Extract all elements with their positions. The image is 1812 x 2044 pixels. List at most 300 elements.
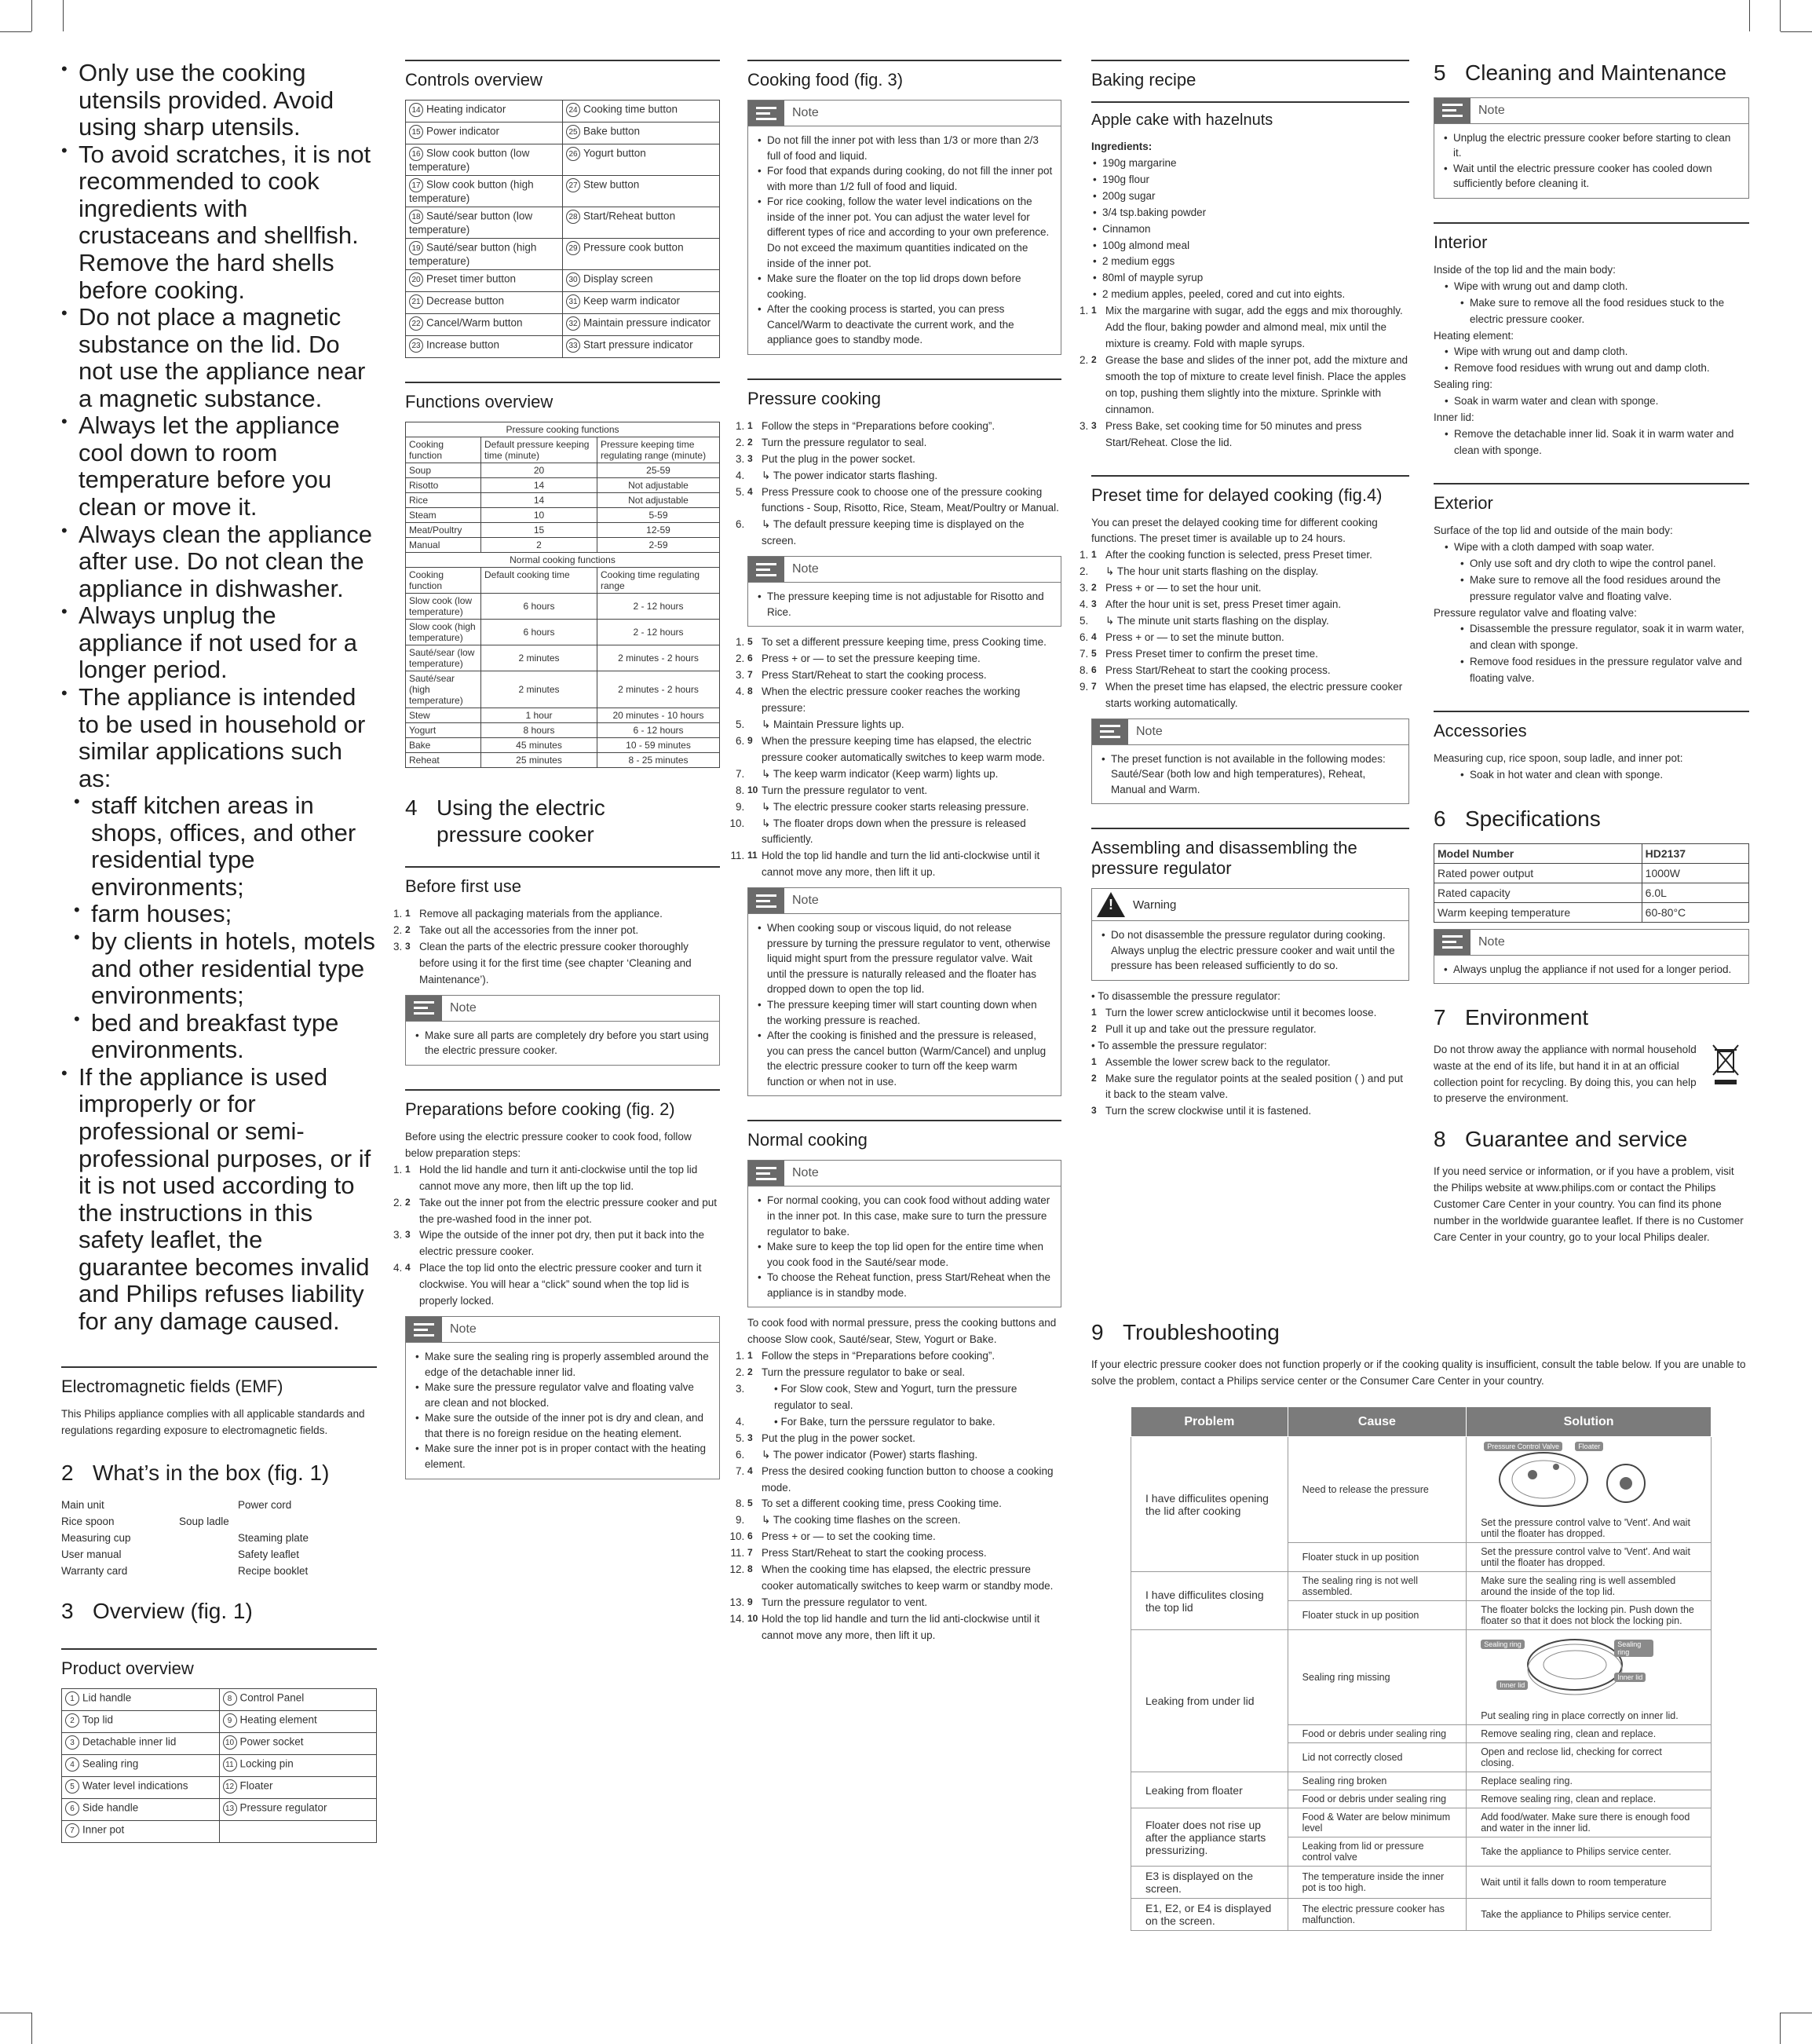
- table-cell: 20: [481, 463, 597, 478]
- safety-bullet-list: [61, 60, 377, 1335]
- cause-cell: Sealing ring broken: [1288, 1772, 1467, 1790]
- column-2: [405, 60, 720, 1487]
- solution-cell: [1467, 1867, 1712, 1899]
- crop-mark: [63, 0, 64, 31]
- table-row: [406, 122, 720, 144]
- note-box: [405, 1316, 720, 1479]
- safety-bullet: • Always let the appliance cool down to room temperature before you clean or move it.: [61, 412, 377, 521]
- step-item: 3. 3 Wipe the outside of the inner pot dry, then put it back into the electric pressure cooker.: [405, 1227, 720, 1260]
- normal-steps: [747, 1348, 1061, 1644]
- list-line: • Only use soft and dry cloth to wipe the control panel.: [1434, 556, 1749, 572]
- step-item: 2. ↳ The hour unit starts flashing on the display.: [1091, 564, 1409, 580]
- note-box: [1434, 97, 1749, 199]
- step-item: 4. 4 Place the top lid onto the electric pressure cooker and turn it clockwise. You will hear a “click” sound when the top lid is properly locked.: [405, 1260, 720, 1310]
- table-cell: 2 minutes - 2 hours: [597, 671, 720, 708]
- list-line: Pressure regulator valve and floating valve:: [1434, 606, 1637, 619]
- sealing-ring-illustration: [1481, 1633, 1653, 1706]
- safety-bullet: • If the appliance is used improperly or for professional or semi-professional purposes, or if it is not used according to the instructions in this safety leaflet, the guarantee becomes invalid and Philips refuses liability for any damage caused.: [61, 1064, 377, 1336]
- cause-cell: Floater stuck in up position: [1288, 1601, 1467, 1630]
- step-number: 2: [1091, 1072, 1097, 1084]
- bullet-item: • 2 medium apples, peeled, cored and cut into eights.: [1091, 287, 1409, 303]
- bullet-item: • 80ml of mayple syrup: [1091, 270, 1409, 287]
- note-box: [747, 100, 1061, 355]
- step-number: 9. 7: [1091, 680, 1097, 692]
- crop-mark: [1780, 0, 1781, 31]
- cell-label: Pressure cook button: [583, 241, 684, 254]
- table-cell: [219, 1799, 377, 1821]
- bullet-item: • 190g flour: [1091, 172, 1409, 188]
- cell-label: Side handle: [82, 1801, 139, 1814]
- box-section: [61, 1460, 377, 1579]
- warning-box: [1091, 888, 1409, 981]
- number-badge: 8: [223, 1691, 237, 1706]
- overview-heading-wrap: [61, 1598, 377, 1625]
- table-cell: 8 - 25 minutes: [597, 753, 720, 768]
- crop-mark: [1749, 0, 1750, 31]
- note-icon: [1434, 98, 1470, 123]
- assembly-title: Assembling and disassembling the pressure regulator: [1091, 838, 1357, 879]
- box-item: Main unit: [61, 1498, 104, 1511]
- number-badge: 17: [409, 178, 423, 192]
- box-item: Recipe booklet: [238, 1564, 309, 1577]
- table-cell: [406, 176, 563, 207]
- baking-section: [1091, 60, 1409, 90]
- trouble-heading: 9 Troubleshooting: [1091, 1320, 1280, 1344]
- step-item: 1. 5 To set a different pressure keeping time, press Cooking time.: [747, 634, 1061, 651]
- table-row: [406, 723, 720, 738]
- problem-cell: I have difficulites closing the top lid: [1131, 1572, 1288, 1630]
- bullet-item: • The preset function is not available in the following modes: Sauté/Sear (both low and high temperatures), Reheat, Manual and Warm.: [1100, 751, 1401, 798]
- table-cell: [406, 239, 563, 270]
- table-cell: 45 minutes: [481, 738, 597, 753]
- accessories-section: [1434, 711, 1749, 784]
- crop-mark: [31, 0, 32, 31]
- table-cell: 6 hours: [481, 594, 597, 620]
- box-item: Rice spoon: [61, 1515, 115, 1527]
- note-list: [748, 126, 1061, 354]
- number-badge: 4: [65, 1757, 79, 1772]
- problem-cell: E1, E2, or E4 is displayed on the screen.: [1131, 1899, 1288, 1931]
- cell-label: Inner pot: [82, 1823, 125, 1836]
- note-list: [406, 1342, 719, 1479]
- cell-label: Sauté/sear button (low temperature): [409, 210, 533, 236]
- table-cell: Default cooking time: [481, 568, 597, 594]
- note-list: [1434, 955, 1748, 984]
- solution-cell: [1467, 1543, 1712, 1572]
- step-number: 6. 9: [747, 734, 753, 746]
- table-cell: 60-80°C: [1642, 902, 1748, 922]
- step-number: 11. 7: [747, 1547, 753, 1559]
- step-number: 4. 8: [747, 686, 753, 697]
- cell-label: Power indicator: [426, 125, 500, 137]
- table-row: [1131, 1899, 1712, 1931]
- step-number: 1. 1: [405, 908, 411, 920]
- functions-section: [405, 382, 720, 768]
- box-item: Measuring cup: [61, 1531, 131, 1544]
- problem-cell: Leaking from floater: [1131, 1772, 1288, 1808]
- list-line: • Remove food residues with wrung out and damp cloth.: [1434, 360, 1749, 377]
- preset-section: [1091, 475, 1409, 805]
- pressure-steps: [747, 634, 1061, 881]
- solution-cell: [1467, 1437, 1712, 1543]
- note-icon: [748, 101, 784, 126]
- number-badge: 12: [223, 1779, 237, 1794]
- table-cell: Steam: [406, 508, 481, 523]
- table-row: [406, 594, 720, 620]
- bullet-item: • For rice cooking, follow the water level indications on the inside of the inner pot. You can adjust the water level for different types of rice and according to your own preference. Do not exceed the maximum quantities indicated on the inside of the inner pot.: [756, 194, 1053, 271]
- table-row: [1131, 1437, 1712, 1543]
- bullet-item: • For normal cooking, you can cook food without adding water in the inner pot. In this case, make sure to turn the pressure regulator to bake.: [756, 1193, 1053, 1239]
- list-line: • Soak in warm water and clean with sponge.: [1434, 393, 1749, 410]
- step-item: 4. • For Bake, turn the perssure regulator to bake.: [747, 1414, 1061, 1431]
- product-overview-table: [61, 1688, 377, 1843]
- step-number: 2. 2: [747, 436, 753, 448]
- bullet-item: • Make sure all parts are completely dry before you start using the electric pressure cooker.: [414, 1028, 711, 1059]
- table-row: [406, 738, 720, 753]
- table-cell: Reheat: [406, 753, 481, 768]
- crop-mark: [31, 2013, 32, 2044]
- number-badge: 27: [566, 178, 580, 192]
- number-badge: 16: [409, 147, 423, 161]
- table-cell: [563, 207, 720, 239]
- problem-cell: Leaking from under lid: [1131, 1630, 1288, 1772]
- solution-cell: [1467, 1899, 1712, 1931]
- cell-label: Preset timer button: [426, 272, 517, 285]
- note-label: Note: [1136, 724, 1163, 738]
- bullet-item: • Make sure the outside of the inner pot is dry and clean, and that there is no foreign residue on the heating element.: [414, 1410, 711, 1441]
- exterior-section: [1434, 483, 1749, 687]
- step-number: 1. 1: [747, 419, 753, 431]
- cell-label: Heating element: [239, 1713, 317, 1726]
- solution-text: Add food/water. Make sure there is enough food and water in the inner lid.: [1481, 1812, 1690, 1834]
- table-cell: HD2137: [1642, 843, 1748, 863]
- list-line: • Remove the detachable inner lid. Soak it in warm water and clean with sponge.: [1434, 426, 1749, 459]
- table-cell: [406, 314, 563, 336]
- safety-bullet: • Only use the cooking utensils provided. Avoid using sharp utensils.: [61, 60, 377, 141]
- bullet-item: • Wait until the electric pressure cooker has cooled down sufficiently before cleaning it.: [1442, 161, 1741, 192]
- note-list: [748, 913, 1061, 1095]
- step-item: 2. 2 Take out all the accessories from the inner pot.: [405, 923, 720, 939]
- table-row: [62, 1821, 377, 1843]
- solution-text: Remove sealing ring, clean and replace.: [1481, 1728, 1657, 1740]
- note-list: [406, 1021, 719, 1065]
- cause-cell: The sealing ring is not well assembled.: [1288, 1572, 1467, 1601]
- table-cell: Pressure keeping time regulating range (minute): [597, 437, 720, 463]
- cell-label: Sauté/sear button (high temperature): [409, 241, 537, 267]
- table-cell: 14: [481, 478, 597, 493]
- crop-mark: [1781, 31, 1812, 32]
- bullet-item: • Unplug the electric pressure cooker before starting to clean it.: [1442, 130, 1741, 161]
- table-row: [406, 478, 720, 493]
- table-cell: [563, 314, 720, 336]
- table-cell: 10: [481, 508, 597, 523]
- table-row: [1131, 1867, 1712, 1899]
- troubleshooting-section: [1091, 1319, 1749, 1931]
- cell-label: Slow cook button (low temperature): [409, 147, 530, 173]
- warning-list: [1092, 920, 1408, 980]
- problem-cell: Floater does not rise up after the appliance starts pressurizing.: [1131, 1808, 1288, 1867]
- number-badge: 21: [409, 294, 423, 309]
- ingredients-label: Ingredients:: [1091, 141, 1153, 152]
- list-line: • Wipe with a cloth damped with soap water.: [1434, 539, 1749, 556]
- cause-cell: Leaking from lid or pressure control valve: [1288, 1837, 1467, 1867]
- cell-label: Decrease button: [426, 294, 505, 307]
- number-badge: 14: [409, 103, 423, 117]
- table-row: [1131, 1630, 1712, 1725]
- emf-title: Electromagnetic fields (EMF): [61, 1377, 283, 1397]
- step-number: 3. 7: [747, 669, 753, 681]
- step-number: 8. 10: [747, 784, 758, 795]
- prep-intro: Before using the electric pressure cooker to cook food, follow below preparation steps:: [405, 1130, 692, 1159]
- table-row: [406, 270, 720, 292]
- bullet-item: • Make sure the sealing ring is properly assembled around the edge of the detachable inner lid.: [414, 1349, 711, 1380]
- list-line: • Disassemble the pressure regulator, soak it in warm water, and clean with sponge.: [1434, 621, 1749, 654]
- pressure-section: [747, 378, 1061, 1097]
- note-list: [1434, 123, 1748, 198]
- table-cell: [406, 270, 563, 292]
- cell-label: Yogurt button: [583, 147, 646, 159]
- table-cell: 2 minutes: [481, 645, 597, 671]
- controls-title: Controls overview: [405, 70, 543, 90]
- prep-title: Preparations before cooking (fig. 2): [405, 1099, 675, 1119]
- number-badge: 32: [566, 316, 580, 331]
- table-cell: Manual: [406, 538, 481, 553]
- box-item: Warranty card: [61, 1564, 128, 1577]
- table-cell: 2 minutes: [481, 671, 597, 708]
- step-number: 1: [1091, 1006, 1097, 1018]
- number-badge: 22: [409, 316, 423, 331]
- note-list: [1092, 744, 1408, 804]
- note-icon: [406, 996, 442, 1021]
- pressure-valve-illustration: [1481, 1440, 1653, 1512]
- number-badge: 5: [65, 1779, 79, 1794]
- prep-steps: [405, 1162, 720, 1310]
- bullet-item: • The pressure keeping timer will start counting down when the working pressure is reached.: [756, 997, 1053, 1028]
- table-header-row: [1131, 1407, 1712, 1437]
- table-cell: [406, 144, 563, 176]
- step-item: 1. 1 Follow the steps in “Preparations before cooking”.: [747, 419, 1061, 435]
- table-row: [62, 1733, 377, 1755]
- env-text: Do not throw away the appliance with normal household waste at the end of its life, but hand it in at an official collection point for recycling. By doing this, you can help to preserve the environment.: [1434, 1043, 1697, 1105]
- bullet-item: • 3/4 tsp.baking powder: [1091, 205, 1409, 221]
- step-number: 1. 1: [405, 1163, 411, 1175]
- using-heading-wrap: [405, 795, 720, 847]
- step-number: 11. 11: [747, 850, 758, 861]
- note-icon: [748, 888, 784, 913]
- step-item: 8. 10 Turn the pressure regulator to vent.: [747, 783, 1061, 799]
- solution-cell: [1467, 1630, 1712, 1725]
- preset-intro: You can preset the delayed cooking time for different cooking functions. The preset timer is available up to 24 hours.: [1091, 516, 1378, 545]
- table-row: [1434, 843, 1749, 863]
- interior-title: Interior: [1434, 232, 1488, 252]
- table-cell: 2: [481, 538, 597, 553]
- box-heading: 2 What’s in the box (fig. 1): [61, 1461, 330, 1486]
- table-row: [406, 568, 720, 594]
- using-heading: 4 Using the electric pressure cooker: [405, 795, 605, 846]
- bullet-item: • Do not fill the inner pot with less than 1/3 or more than 2/3 full of food and liquid.: [756, 133, 1053, 163]
- solution-cell: [1467, 1572, 1712, 1601]
- table-cell: 2 minutes - 2 hours: [597, 645, 720, 671]
- table-group-header: Pressure cooking functions: [406, 422, 720, 437]
- list-line: • Make sure to remove all the food residues around the pressure regulator valve and floating valve.: [1434, 572, 1749, 605]
- env-heading: 7 Environment: [1434, 1005, 1589, 1030]
- solution-cell: [1467, 1808, 1712, 1837]
- number-badge: 18: [409, 210, 423, 224]
- table-row: [1434, 902, 1749, 922]
- cell-label: Top lid: [82, 1713, 114, 1726]
- note-label: Note: [450, 1000, 477, 1015]
- solution-text: Open and reclose lid, checking for correct closing.: [1481, 1746, 1662, 1769]
- interior-section: [1434, 222, 1749, 459]
- table-row: [406, 753, 720, 768]
- step-item: 11. 11 Hold the top lid handle and turn the lid anti-clockwise until it cannot move any more, then lift it up.: [747, 848, 1061, 881]
- ingredients-list: [1091, 155, 1409, 303]
- note-box: [1434, 929, 1749, 985]
- table-cell: 15: [481, 523, 597, 538]
- bullet-item: • Make sure the floater on the top lid drops down before cooking.: [756, 271, 1053, 302]
- table-cell: Cooking function: [406, 568, 481, 594]
- table-row: [406, 508, 720, 523]
- bullet-item: • For food that expands during cooking, do not fill the inner pot with more than 1/2 full of food and liquid.: [756, 163, 1053, 194]
- table-row: [1434, 863, 1749, 883]
- cell-label: Power socket: [239, 1735, 304, 1748]
- list-line: Sealing ring:: [1434, 378, 1493, 391]
- number-badge: 33: [566, 338, 580, 353]
- exterior-list: [1434, 523, 1749, 687]
- table-row: [406, 176, 720, 207]
- safety-bullet: • Always unplug the appliance if not used for a longer period.: [61, 602, 377, 684]
- note-label: Note: [792, 106, 819, 119]
- table-cell: Stew: [406, 708, 481, 723]
- table-cell: [563, 144, 720, 176]
- table-row: [406, 538, 720, 553]
- recipe-steps: [1091, 303, 1409, 451]
- note-box: [747, 1160, 1061, 1307]
- solution-text: Replace sealing ring.: [1481, 1775, 1573, 1787]
- column-1: [61, 60, 377, 1843]
- cause-cell: Food & Water are below minimum level: [1288, 1808, 1467, 1837]
- table-row: [62, 1755, 377, 1777]
- table-cell: 25-59: [597, 463, 720, 478]
- table-cell: [62, 1711, 220, 1733]
- box-item: [179, 1563, 238, 1580]
- normal-section: [747, 1120, 1061, 1644]
- step-number: 3. 3: [405, 1229, 411, 1241]
- step-number: 2. 2: [747, 1366, 753, 1378]
- number-badge: 3: [65, 1735, 79, 1750]
- table-cell: [62, 1821, 220, 1843]
- number-badge: 23: [409, 338, 423, 353]
- sealing-ring-label: Sealing ring: [1614, 1640, 1653, 1657]
- safety-bullet: • Always clean the appliance after use. Do not clean the appliance in dishwasher.: [61, 521, 377, 603]
- list-line: • Soak in hot water and clean with sponge.: [1434, 767, 1749, 784]
- table-row: [1131, 1808, 1712, 1837]
- accessories-list: [1434, 751, 1749, 784]
- table-row: [406, 207, 720, 239]
- cell-label: Bake button: [583, 125, 641, 137]
- table-cell: Sauté/sear (low temperature): [406, 645, 481, 671]
- table-cell: Risotto: [406, 478, 481, 493]
- list-line: Inside of the top lid and the main body:: [1434, 263, 1616, 276]
- cause-cell: Sealing ring missing: [1288, 1630, 1467, 1725]
- cell-label: Control Panel: [239, 1691, 305, 1704]
- table-cell: [219, 1777, 377, 1799]
- solution-text: Take the appliance to Philips service center.: [1481, 1909, 1671, 1921]
- number-badge: 13: [223, 1801, 237, 1815]
- step-item: 13. 9 Turn the pressure regulator to vent.: [747, 1595, 1061, 1611]
- table-row: [406, 523, 720, 538]
- problem-cell: E3 is displayed on the screen.: [1131, 1867, 1288, 1899]
- step-number: 14. 10: [747, 1612, 758, 1624]
- functions-table: [405, 422, 720, 768]
- step-number: 3. 2: [1091, 582, 1097, 594]
- product-overview-section: [61, 1648, 377, 1843]
- spec-heading: 6 Specifications: [1434, 806, 1601, 831]
- bullet-item: • Do not disassemble the pressure regulator during cooking. Always unplug the electric pressure cooker and wait until the pressure has been released sufficiently to do so.: [1100, 927, 1401, 974]
- bullet-item: • Make sure the inner pot is in proper contact with the heating element.: [414, 1441, 711, 1472]
- table-cell: 1000W: [1642, 863, 1748, 883]
- first-use-title: Before first use: [405, 876, 521, 897]
- step-number: 3: [1091, 1105, 1097, 1117]
- column-4: [1091, 60, 1409, 1120]
- cause-cell: Food or debris under sealing ring: [1288, 1725, 1467, 1743]
- table-row: [406, 463, 720, 478]
- step-item: 2. 2 Turn the pressure regulator to seal.: [747, 435, 1061, 452]
- table-row: [1434, 883, 1749, 902]
- number-badge: 9: [223, 1713, 237, 1728]
- table-cell: [62, 1733, 220, 1755]
- bullet-item: • Make sure the pressure regulator valve and floating valve are clean and not blocked.: [414, 1380, 711, 1410]
- cause-cell: The temperature inside the inner pot is too high.: [1288, 1867, 1467, 1899]
- solution-cell: [1467, 1837, 1712, 1867]
- step-item: 5. 3 Put the plug in the power socket.: [747, 1431, 1061, 1447]
- step-number: 1. 1: [1091, 549, 1097, 561]
- solution-cell: [1467, 1725, 1712, 1743]
- note-icon: [1434, 930, 1470, 955]
- cell-label: Stew button: [583, 178, 640, 191]
- cell-label: Lid handle: [82, 1691, 132, 1704]
- step-number: 4. 3: [1091, 598, 1097, 610]
- table-cell: 6 hours: [481, 620, 597, 645]
- note-icon: [748, 1161, 784, 1186]
- table-cell: Yogurt: [406, 723, 481, 738]
- note-box: [747, 556, 1061, 627]
- table-cell: [563, 239, 720, 270]
- step-item: 2. 2 Turn the pressure regulator to bake or seal.: [747, 1365, 1061, 1381]
- table-row: [406, 101, 720, 122]
- note-box: [405, 995, 720, 1066]
- step-item: 11. 7 Press Start/Reheat to start the cooking process.: [747, 1545, 1061, 1562]
- step-item: 6. 9 When the pressure keeping time has elapsed, the electric pressure cooker automatically switches to keep warm mode.: [747, 733, 1061, 766]
- step-item: 4. 3 After the hour unit is set, press Preset timer again.: [1091, 597, 1409, 613]
- cooking-title: Cooking food (fig. 3): [747, 70, 904, 90]
- step-item: 1. 1 After the cooking function is selected, press Preset timer.: [1091, 547, 1409, 564]
- step-number: 3. 3: [747, 452, 753, 464]
- table-row: [406, 422, 720, 437]
- note-list: [748, 582, 1061, 626]
- cause-cell: Floater stuck in up position: [1288, 1543, 1467, 1572]
- step-item: 12. 8 When the cooking time has elapsed, the electric pressure cooker automatically switches to keep warm or standby mode.: [747, 1562, 1061, 1595]
- table-cell: 25 minutes: [481, 753, 597, 768]
- table-cell: Model Number: [1434, 843, 1642, 863]
- safety-bullet: • bed and breakfast type environments.: [61, 1010, 377, 1064]
- env-section: [1434, 1004, 1749, 1107]
- product-overview-title: Product overview: [61, 1658, 194, 1679]
- table-cell: 6 - 12 hours: [597, 723, 720, 738]
- step-number: 2. 2: [1091, 353, 1097, 365]
- table-cell: [62, 1777, 220, 1799]
- note-label: Note: [1478, 103, 1505, 117]
